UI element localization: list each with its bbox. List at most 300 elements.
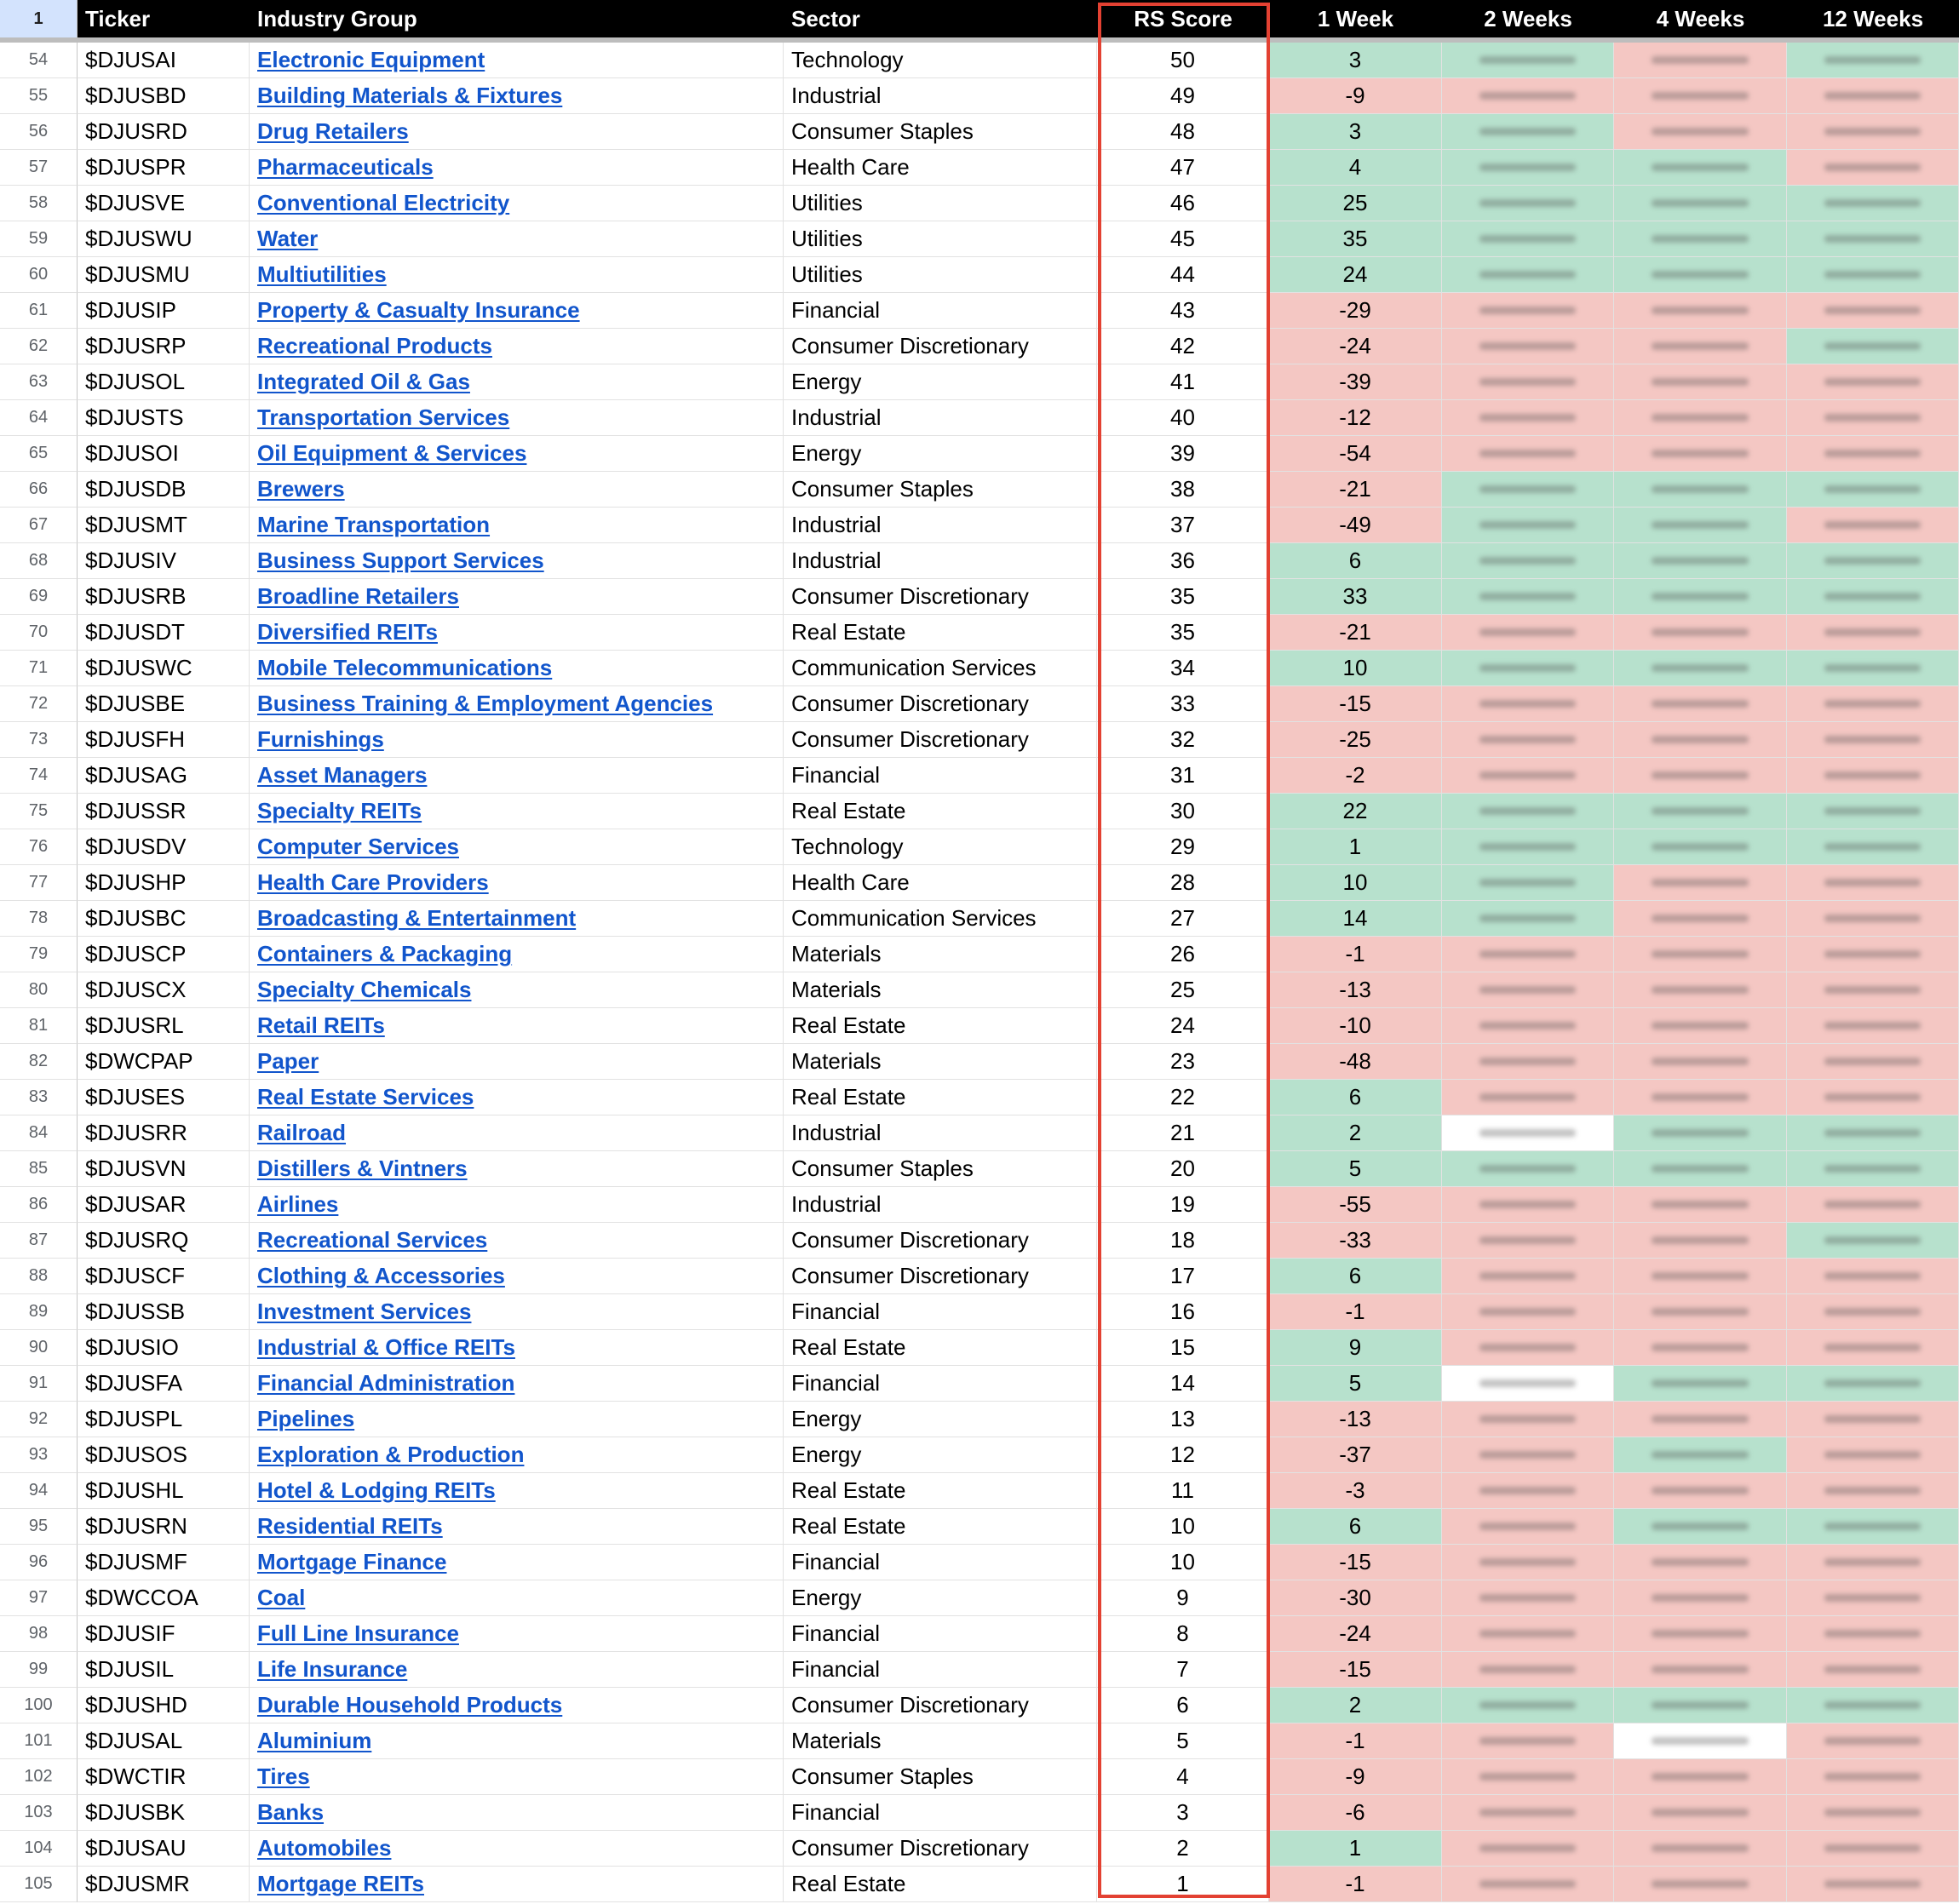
sector-cell[interactable]: Energy — [784, 1437, 1097, 1473]
sector-cell[interactable]: Consumer Staples — [784, 114, 1097, 150]
two-weeks-cell[interactable] — [1442, 1402, 1614, 1437]
four-weeks-cell[interactable] — [1614, 1867, 1787, 1902]
row-number[interactable]: 63 — [0, 364, 78, 400]
sector-cell[interactable]: Consumer Discretionary — [784, 686, 1097, 722]
rs-score-cell[interactable]: 20 — [1097, 1151, 1269, 1187]
ticker-cell[interactable]: $DJUSHP — [78, 865, 250, 901]
sector-cell[interactable]: Industrial — [784, 78, 1097, 114]
twelve-weeks-cell[interactable] — [1787, 472, 1959, 508]
industry-group-cell[interactable] — [250, 1831, 784, 1867]
twelve-weeks-cell[interactable] — [1787, 78, 1959, 114]
rs-score-cell[interactable]: 29 — [1097, 829, 1269, 865]
four-weeks-cell[interactable] — [1614, 1795, 1787, 1831]
sector-cell[interactable]: Utilities — [784, 221, 1097, 257]
twelve-weeks-cell[interactable] — [1787, 1867, 1959, 1902]
ticker-cell[interactable]: $DJUSPR — [78, 150, 250, 186]
two-weeks-cell[interactable] — [1442, 1759, 1614, 1795]
row-number[interactable]: 57 — [0, 150, 78, 186]
ticker-cell[interactable]: $DJUSOL — [78, 364, 250, 400]
one-week-change-cell[interactable]: -1 — [1269, 1867, 1442, 1902]
industry-group-link[interactable]: Financial Administration — [257, 1370, 515, 1396]
row-number[interactable]: 89 — [0, 1294, 78, 1330]
four-weeks-cell[interactable] — [1614, 651, 1787, 686]
ticker-cell[interactable]: $DJUSFH — [78, 722, 250, 758]
rs-score-cell[interactable]: 34 — [1097, 651, 1269, 686]
one-week-change-cell[interactable]: -2 — [1269, 758, 1442, 794]
industry-group-cell[interactable] — [250, 972, 784, 1008]
industry-group-cell[interactable] — [250, 114, 784, 150]
row-number[interactable]: 68 — [0, 543, 78, 579]
one-week-change-cell[interactable]: -15 — [1269, 686, 1442, 722]
row-number[interactable]: 58 — [0, 186, 78, 221]
row-number[interactable]: 75 — [0, 794, 78, 829]
industry-group-cell[interactable] — [250, 293, 784, 329]
industry-group-link[interactable]: Broadline Retailers — [257, 583, 459, 609]
industry-group-cell[interactable] — [250, 1473, 784, 1509]
one-week-change-cell[interactable]: -25 — [1269, 722, 1442, 758]
rs-score-cell[interactable]: 42 — [1097, 329, 1269, 364]
four-weeks-cell[interactable] — [1614, 1008, 1787, 1044]
twelve-weeks-cell[interactable] — [1787, 1723, 1959, 1759]
row-number[interactable]: 73 — [0, 722, 78, 758]
twelve-weeks-cell[interactable] — [1787, 1259, 1959, 1294]
one-week-change-cell[interactable]: 10 — [1269, 865, 1442, 901]
twelve-weeks-cell[interactable] — [1787, 937, 1959, 972]
one-week-change-cell[interactable]: -37 — [1269, 1437, 1442, 1473]
sector-cell[interactable]: Consumer Discretionary — [784, 1688, 1097, 1723]
four-weeks-cell[interactable] — [1614, 43, 1787, 78]
row-number[interactable]: 83 — [0, 1080, 78, 1115]
two-weeks-cell[interactable] — [1442, 1330, 1614, 1366]
ticker-cell[interactable]: $DJUSBE — [78, 686, 250, 722]
industry-group-link[interactable]: Specialty REITs — [257, 798, 422, 823]
one-week-change-cell[interactable]: 2 — [1269, 1688, 1442, 1723]
four-weeks-cell[interactable] — [1614, 1223, 1787, 1259]
industry-group-link[interactable]: Computer Services — [257, 834, 459, 859]
twelve-weeks-cell[interactable] — [1787, 1759, 1959, 1795]
row-number[interactable]: 102 — [0, 1759, 78, 1795]
column-header-industry-group[interactable]: Industry Group — [257, 5, 417, 32]
sector-cell[interactable]: Materials — [784, 937, 1097, 972]
rs-score-cell[interactable]: 39 — [1097, 436, 1269, 472]
industry-group-link[interactable]: Broadcasting & Entertainment — [257, 905, 577, 931]
twelve-weeks-cell[interactable] — [1787, 1044, 1959, 1080]
one-week-change-cell[interactable]: -1 — [1269, 1294, 1442, 1330]
sector-cell[interactable]: Technology — [784, 829, 1097, 865]
ticker-cell[interactable]: $DJUSFA — [78, 1366, 250, 1402]
industry-group-cell[interactable] — [250, 937, 784, 972]
four-weeks-cell[interactable] — [1614, 794, 1787, 829]
twelve-weeks-cell[interactable] — [1787, 508, 1959, 543]
row-number[interactable]: 60 — [0, 257, 78, 293]
sector-cell[interactable]: Consumer Staples — [784, 1151, 1097, 1187]
ticker-cell[interactable]: $DJUSRB — [78, 579, 250, 615]
sector-cell[interactable]: Financial — [784, 1795, 1097, 1831]
ticker-cell[interactable]: $DJUSRD — [78, 114, 250, 150]
ticker-cell[interactable]: $DJUSDT — [78, 615, 250, 651]
industry-group-cell[interactable] — [250, 1044, 784, 1080]
ticker-cell[interactable]: $DJUSCX — [78, 972, 250, 1008]
rs-score-cell[interactable]: 30 — [1097, 794, 1269, 829]
sector-cell[interactable]: Real Estate — [784, 1509, 1097, 1545]
rs-score-cell[interactable]: 7 — [1097, 1652, 1269, 1688]
sector-cell[interactable]: Industrial — [784, 543, 1097, 579]
twelve-weeks-cell[interactable] — [1787, 1187, 1959, 1223]
two-weeks-cell[interactable] — [1442, 1366, 1614, 1402]
column-header-rs-score[interactable]: RS Score — [1134, 5, 1232, 32]
industry-group-cell[interactable] — [250, 1402, 784, 1437]
two-weeks-cell[interactable] — [1442, 400, 1614, 436]
row-number[interactable]: 94 — [0, 1473, 78, 1509]
two-weeks-cell[interactable] — [1442, 1723, 1614, 1759]
ticker-cell[interactable]: $DJUSMU — [78, 257, 250, 293]
sector-cell[interactable]: Real Estate — [784, 1080, 1097, 1115]
industry-group-cell[interactable] — [250, 1545, 784, 1580]
four-weeks-cell[interactable] — [1614, 829, 1787, 865]
two-weeks-cell[interactable] — [1442, 78, 1614, 114]
two-weeks-cell[interactable] — [1442, 829, 1614, 865]
twelve-weeks-cell[interactable] — [1787, 1151, 1959, 1187]
four-weeks-cell[interactable] — [1614, 1294, 1787, 1330]
four-weeks-cell[interactable] — [1614, 1437, 1787, 1473]
two-weeks-cell[interactable] — [1442, 722, 1614, 758]
rs-score-cell[interactable]: 10 — [1097, 1509, 1269, 1545]
row-number[interactable]: 88 — [0, 1259, 78, 1294]
sector-cell[interactable]: Energy — [784, 1580, 1097, 1616]
two-weeks-cell[interactable] — [1442, 1831, 1614, 1867]
two-weeks-cell[interactable] — [1442, 758, 1614, 794]
ticker-cell[interactable]: $DJUSWC — [78, 651, 250, 686]
rs-score-cell[interactable]: 5 — [1097, 1723, 1269, 1759]
twelve-weeks-cell[interactable] — [1787, 865, 1959, 901]
sector-cell[interactable]: Financial — [784, 1652, 1097, 1688]
four-weeks-cell[interactable] — [1614, 1473, 1787, 1509]
rs-score-cell[interactable]: 6 — [1097, 1688, 1269, 1723]
twelve-weeks-cell[interactable] — [1787, 615, 1959, 651]
four-weeks-cell[interactable] — [1614, 901, 1787, 937]
sector-cell[interactable]: Health Care — [784, 865, 1097, 901]
industry-group-link[interactable]: Exploration & Production — [257, 1442, 525, 1467]
two-weeks-cell[interactable] — [1442, 221, 1614, 257]
sector-cell[interactable]: Energy — [784, 1402, 1097, 1437]
ticker-cell[interactable]: $DJUSAR — [78, 1187, 250, 1223]
two-weeks-cell[interactable] — [1442, 972, 1614, 1008]
sector-cell[interactable]: Consumer Discretionary — [784, 1223, 1097, 1259]
row-number[interactable]: 56 — [0, 114, 78, 150]
twelve-weeks-cell[interactable] — [1787, 1294, 1959, 1330]
rs-score-cell[interactable]: 46 — [1097, 186, 1269, 221]
industry-group-link[interactable]: Asset Managers — [257, 762, 428, 788]
industry-group-link[interactable]: Pipelines — [257, 1406, 355, 1431]
four-weeks-cell[interactable] — [1614, 1115, 1787, 1151]
rs-score-cell[interactable]: 28 — [1097, 865, 1269, 901]
two-weeks-cell[interactable] — [1442, 1044, 1614, 1080]
industry-group-link[interactable]: Mortgage REITs — [257, 1871, 424, 1896]
industry-group-link[interactable]: Durable Household Products — [257, 1692, 563, 1718]
ticker-cell[interactable]: $DJUSPL — [78, 1402, 250, 1437]
row-number[interactable]: 81 — [0, 1008, 78, 1044]
industry-group-cell[interactable] — [250, 1223, 784, 1259]
two-weeks-cell[interactable] — [1442, 1080, 1614, 1115]
one-week-change-cell[interactable]: 2 — [1269, 1115, 1442, 1151]
two-weeks-cell[interactable] — [1442, 615, 1614, 651]
one-week-change-cell[interactable]: -1 — [1269, 1723, 1442, 1759]
industry-group-cell[interactable] — [250, 1795, 784, 1831]
four-weeks-cell[interactable] — [1614, 1616, 1787, 1652]
two-weeks-cell[interactable] — [1442, 543, 1614, 579]
industry-group-cell[interactable] — [250, 150, 784, 186]
twelve-weeks-cell[interactable] — [1787, 400, 1959, 436]
four-weeks-cell[interactable] — [1614, 1688, 1787, 1723]
one-week-change-cell[interactable]: -33 — [1269, 1223, 1442, 1259]
column-header-4-weeks[interactable]: 4 Weeks — [1656, 5, 1745, 32]
rs-score-cell[interactable]: 45 — [1097, 221, 1269, 257]
twelve-weeks-cell[interactable] — [1787, 150, 1959, 186]
one-week-change-cell[interactable]: -55 — [1269, 1187, 1442, 1223]
one-week-change-cell[interactable]: 35 — [1269, 221, 1442, 257]
four-weeks-cell[interactable] — [1614, 1723, 1787, 1759]
rs-score-cell[interactable]: 23 — [1097, 1044, 1269, 1080]
rs-score-cell[interactable]: 31 — [1097, 758, 1269, 794]
one-week-change-cell[interactable]: 3 — [1269, 43, 1442, 78]
sector-cell[interactable]: Consumer Discretionary — [784, 1831, 1097, 1867]
one-week-change-cell[interactable]: -21 — [1269, 615, 1442, 651]
one-week-change-cell[interactable]: 6 — [1269, 1509, 1442, 1545]
two-weeks-cell[interactable] — [1442, 436, 1614, 472]
twelve-weeks-cell[interactable] — [1787, 1545, 1959, 1580]
twelve-weeks-cell[interactable] — [1787, 829, 1959, 865]
twelve-weeks-cell[interactable] — [1787, 114, 1959, 150]
rs-score-cell[interactable]: 2 — [1097, 1831, 1269, 1867]
four-weeks-cell[interactable] — [1614, 1509, 1787, 1545]
industry-group-cell[interactable] — [250, 1616, 784, 1652]
industry-group-link[interactable]: Building Materials & Fixtures — [257, 83, 563, 108]
industry-group-cell[interactable] — [250, 543, 784, 579]
four-weeks-cell[interactable] — [1614, 257, 1787, 293]
row-number[interactable]: 78 — [0, 901, 78, 937]
four-weeks-cell[interactable] — [1614, 1402, 1787, 1437]
ticker-cell[interactable]: $DJUSVN — [78, 1151, 250, 1187]
two-weeks-cell[interactable] — [1442, 1616, 1614, 1652]
twelve-weeks-cell[interactable] — [1787, 1509, 1959, 1545]
row-number[interactable]: 97 — [0, 1580, 78, 1616]
twelve-weeks-cell[interactable] — [1787, 794, 1959, 829]
four-weeks-cell[interactable] — [1614, 1366, 1787, 1402]
two-weeks-cell[interactable] — [1442, 43, 1614, 78]
four-weeks-cell[interactable] — [1614, 1044, 1787, 1080]
sector-cell[interactable]: Industrial — [784, 1187, 1097, 1223]
twelve-weeks-cell[interactable] — [1787, 543, 1959, 579]
two-weeks-cell[interactable] — [1442, 865, 1614, 901]
industry-group-link[interactable]: Drug Retailers — [257, 118, 409, 144]
row-number[interactable]: 76 — [0, 829, 78, 865]
row-number[interactable]: 98 — [0, 1616, 78, 1652]
rs-score-cell[interactable]: 21 — [1097, 1115, 1269, 1151]
row-number[interactable]: 82 — [0, 1044, 78, 1080]
sector-cell[interactable]: Communication Services — [784, 651, 1097, 686]
one-week-change-cell[interactable]: 4 — [1269, 150, 1442, 186]
sector-cell[interactable]: Real Estate — [784, 794, 1097, 829]
rs-score-cell[interactable]: 41 — [1097, 364, 1269, 400]
ticker-cell[interactable]: $DJUSMT — [78, 508, 250, 543]
rs-score-cell[interactable]: 37 — [1097, 508, 1269, 543]
twelve-weeks-cell[interactable] — [1787, 1402, 1959, 1437]
industry-group-cell[interactable] — [250, 829, 784, 865]
sector-cell[interactable]: Utilities — [784, 186, 1097, 221]
row-number[interactable]: 90 — [0, 1330, 78, 1366]
one-week-change-cell[interactable]: -39 — [1269, 364, 1442, 400]
four-weeks-cell[interactable] — [1614, 1580, 1787, 1616]
industry-group-link[interactable]: Diversified REITs — [257, 619, 438, 645]
ticker-cell[interactable]: $DJUSIV — [78, 543, 250, 579]
ticker-cell[interactable]: $DJUSWU — [78, 221, 250, 257]
row-number[interactable]: 87 — [0, 1223, 78, 1259]
twelve-weeks-cell[interactable] — [1787, 1616, 1959, 1652]
twelve-weeks-cell[interactable] — [1787, 1831, 1959, 1867]
two-weeks-cell[interactable] — [1442, 1545, 1614, 1580]
rs-score-cell[interactable]: 11 — [1097, 1473, 1269, 1509]
row-number[interactable]: 67 — [0, 508, 78, 543]
two-weeks-cell[interactable] — [1442, 329, 1614, 364]
industry-group-link[interactable]: Business Training & Employment Agencies — [257, 691, 714, 716]
ticker-cell[interactable]: $DWCCOA — [78, 1580, 250, 1616]
ticker-cell[interactable]: $DJUSHL — [78, 1473, 250, 1509]
one-week-change-cell[interactable]: 24 — [1269, 257, 1442, 293]
two-weeks-cell[interactable] — [1442, 1437, 1614, 1473]
rs-score-cell[interactable]: 1 — [1097, 1867, 1269, 1902]
two-weeks-cell[interactable] — [1442, 937, 1614, 972]
four-weeks-cell[interactable] — [1614, 78, 1787, 114]
ticker-cell[interactable]: $DJUSBD — [78, 78, 250, 114]
rs-score-cell[interactable]: 38 — [1097, 472, 1269, 508]
rs-score-cell[interactable]: 10 — [1097, 1545, 1269, 1580]
industry-group-link[interactable]: Specialty Chemicals — [257, 977, 472, 1002]
one-week-change-cell[interactable]: 6 — [1269, 1080, 1442, 1115]
two-weeks-cell[interactable] — [1442, 257, 1614, 293]
one-week-change-cell[interactable]: -24 — [1269, 1616, 1442, 1652]
one-week-change-cell[interactable]: 5 — [1269, 1151, 1442, 1187]
industry-group-cell[interactable] — [250, 508, 784, 543]
four-weeks-cell[interactable] — [1614, 1259, 1787, 1294]
rs-score-cell[interactable]: 12 — [1097, 1437, 1269, 1473]
row-number[interactable]: 91 — [0, 1366, 78, 1402]
row-number[interactable]: 66 — [0, 472, 78, 508]
two-weeks-cell[interactable] — [1442, 651, 1614, 686]
one-week-change-cell[interactable]: -21 — [1269, 472, 1442, 508]
one-week-change-cell[interactable]: -29 — [1269, 293, 1442, 329]
row-number[interactable]: 77 — [0, 865, 78, 901]
industry-group-link[interactable]: Clothing & Accessories — [257, 1263, 505, 1288]
ticker-cell[interactable]: $DJUSVE — [78, 186, 250, 221]
two-weeks-cell[interactable] — [1442, 1115, 1614, 1151]
four-weeks-cell[interactable] — [1614, 114, 1787, 150]
sector-cell[interactable]: Technology — [784, 43, 1097, 78]
sector-cell[interactable]: Financial — [784, 758, 1097, 794]
twelve-weeks-cell[interactable] — [1787, 579, 1959, 615]
row-number[interactable]: 54 — [0, 43, 78, 78]
two-weeks-cell[interactable] — [1442, 1509, 1614, 1545]
ticker-cell[interactable]: $DJUSDB — [78, 472, 250, 508]
row-number[interactable]: 55 — [0, 78, 78, 114]
two-weeks-cell[interactable] — [1442, 293, 1614, 329]
industry-group-cell[interactable] — [250, 1115, 784, 1151]
row-number[interactable]: 79 — [0, 937, 78, 972]
ticker-cell[interactable]: $DJUSAU — [78, 1831, 250, 1867]
industry-group-cell[interactable] — [250, 436, 784, 472]
two-weeks-cell[interactable] — [1442, 1652, 1614, 1688]
ticker-cell[interactable]: $DJUSSR — [78, 794, 250, 829]
ticker-cell[interactable]: $DJUSRQ — [78, 1223, 250, 1259]
ticker-cell[interactable]: $DJUSDV — [78, 829, 250, 865]
twelve-weeks-cell[interactable] — [1787, 1580, 1959, 1616]
industry-group-cell[interactable] — [250, 686, 784, 722]
sector-cell[interactable]: Health Care — [784, 150, 1097, 186]
ticker-cell[interactable]: $DJUSRN — [78, 1509, 250, 1545]
row-number[interactable]: 92 — [0, 1402, 78, 1437]
sector-cell[interactable]: Real Estate — [784, 1473, 1097, 1509]
industry-group-cell[interactable] — [250, 1366, 784, 1402]
industry-group-link[interactable]: Residential REITs — [257, 1513, 443, 1539]
four-weeks-cell[interactable] — [1614, 1831, 1787, 1867]
row-number[interactable]: 105 — [0, 1867, 78, 1902]
two-weeks-cell[interactable] — [1442, 1580, 1614, 1616]
industry-group-cell[interactable] — [250, 722, 784, 758]
industry-group-link[interactable]: Banks — [257, 1799, 325, 1825]
ticker-cell[interactable]: $DWCPAP — [78, 1044, 250, 1080]
four-weeks-cell[interactable] — [1614, 937, 1787, 972]
industry-group-link[interactable]: Recreational Services — [257, 1227, 488, 1253]
ticker-cell[interactable]: $DJUSIP — [78, 293, 250, 329]
rs-score-cell[interactable]: 24 — [1097, 1008, 1269, 1044]
four-weeks-cell[interactable] — [1614, 686, 1787, 722]
industry-group-link[interactable]: Containers & Packaging — [257, 941, 513, 966]
industry-group-link[interactable]: Railroad — [257, 1120, 347, 1145]
ticker-cell[interactable]: $DJUSOI — [78, 436, 250, 472]
industry-group-cell[interactable] — [250, 186, 784, 221]
column-header-2-weeks[interactable]: 2 Weeks — [1484, 5, 1572, 32]
one-week-change-cell[interactable]: -54 — [1269, 436, 1442, 472]
sector-cell[interactable]: Industrial — [784, 400, 1097, 436]
two-weeks-cell[interactable] — [1442, 150, 1614, 186]
industry-group-cell[interactable] — [250, 651, 784, 686]
one-week-change-cell[interactable]: -10 — [1269, 1008, 1442, 1044]
two-weeks-cell[interactable] — [1442, 1008, 1614, 1044]
sector-cell[interactable]: Energy — [784, 436, 1097, 472]
industry-group-cell[interactable] — [250, 1259, 784, 1294]
twelve-weeks-cell[interactable] — [1787, 1115, 1959, 1151]
industry-group-link[interactable]: Electronic Equipment — [257, 47, 485, 72]
ticker-cell[interactable]: $DJUSBK — [78, 1795, 250, 1831]
industry-group-cell[interactable] — [250, 1330, 784, 1366]
ticker-cell[interactable]: $DJUSAL — [78, 1723, 250, 1759]
rs-score-cell[interactable]: 43 — [1097, 293, 1269, 329]
industry-group-link[interactable]: Brewers — [257, 476, 345, 502]
sector-cell[interactable]: Materials — [784, 1044, 1097, 1080]
twelve-weeks-cell[interactable] — [1787, 1437, 1959, 1473]
twelve-weeks-cell[interactable] — [1787, 186, 1959, 221]
four-weeks-cell[interactable] — [1614, 972, 1787, 1008]
ticker-cell[interactable]: $DJUSRL — [78, 1008, 250, 1044]
row-number[interactable]: 101 — [0, 1723, 78, 1759]
ticker-cell[interactable]: $DJUSCF — [78, 1259, 250, 1294]
rs-score-cell[interactable]: 48 — [1097, 114, 1269, 150]
column-header-1-week[interactable]: 1 Week — [1317, 5, 1394, 32]
one-week-change-cell[interactable]: -13 — [1269, 1402, 1442, 1437]
row-number[interactable]: 104 — [0, 1831, 78, 1867]
four-weeks-cell[interactable] — [1614, 758, 1787, 794]
industry-group-cell[interactable] — [250, 78, 784, 114]
rs-score-cell[interactable]: 22 — [1097, 1080, 1269, 1115]
